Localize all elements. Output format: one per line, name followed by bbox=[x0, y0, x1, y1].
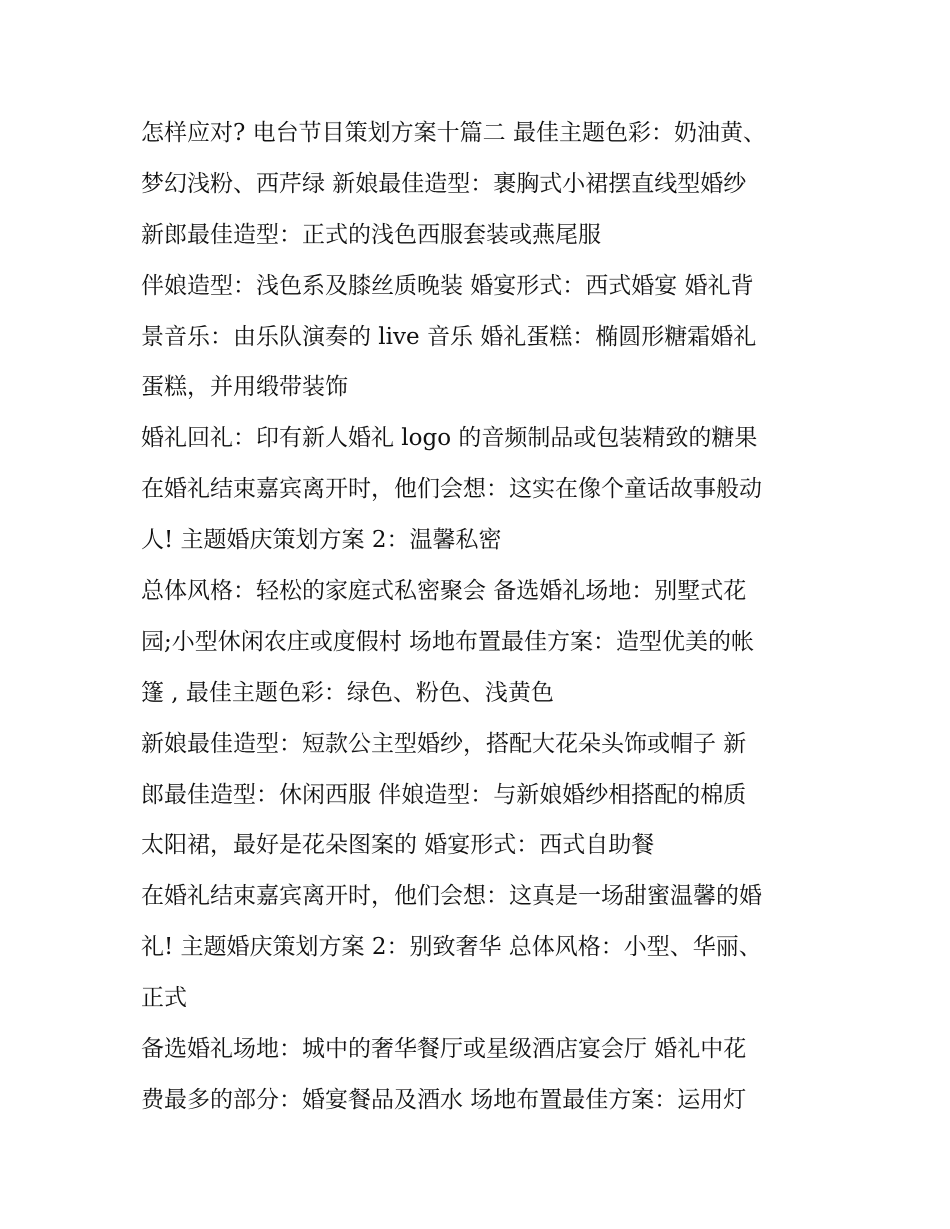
text-line: 园;小型休闲农庄或度假村 场地布置最佳方案：造型优美的帐 bbox=[141, 628, 755, 655]
text-line: 梦幻浅粉、西芹绿 新娘最佳造型：裹胸式小裙摆直线型婚纱 bbox=[141, 170, 747, 197]
text-line: 篷 , 最佳主题色彩：绿色、粉色、浅黄色 bbox=[141, 679, 554, 706]
text-line: 费最多的部分：婚宴餐品及酒水 场地布置最佳方案：运用灯 bbox=[141, 1086, 747, 1113]
text-line: 郎最佳造型：休闲西服 伴娘造型：与新娘婚纱相搭配的棉质 bbox=[141, 781, 747, 808]
text-line: 人! 主题婚庆策划方案 2：温馨私密 bbox=[141, 527, 502, 554]
text-line: 正式 bbox=[141, 985, 187, 1012]
text-line: 备选婚礼场地：城中的奢华餐厅或星级酒店宴会厅 婚礼中花 bbox=[141, 1036, 747, 1063]
text-line: 礼! 主题婚庆策划方案 2：别致奢华 总体风格：小型、华丽、 bbox=[141, 934, 762, 961]
text-line: 在婚礼结束嘉宾离开时，他们会想：这实在像个童话故事般动 bbox=[141, 476, 762, 503]
text-line: 总体风格：轻松的家庭式私密聚会 备选婚礼场地：别墅式花 bbox=[141, 578, 747, 605]
text-line: 新娘最佳造型：短款公主型婚纱，搭配大花朵头饰或帽子 新 bbox=[141, 730, 747, 757]
text-line: 蛋糕，并用缎带装饰 bbox=[141, 374, 348, 401]
text-line: 伴娘造型：浅色系及膝丝质晚装 婚宴形式：西式婚宴 婚礼背 bbox=[141, 272, 754, 299]
text-line: 怎样应对? 电台节目策划方案十篇二 最佳主题色彩：奶油黄、 bbox=[141, 120, 766, 146]
document-body bbox=[141, 108, 841, 1126]
text-line: 婚礼回礼：印有新人婚礼 logo 的音频制品或包装精致的糖果 bbox=[141, 425, 758, 452]
text-line: 太阳裙，最好是花朵图案的 婚宴形式：西式自助餐 bbox=[141, 832, 655, 859]
text-line: 景音乐：由乐队演奏的 live 音乐 婚礼蛋糕：椭圆形糖霜婚礼 bbox=[141, 323, 757, 350]
text-line: 新郎最佳造型：正式的浅色西服套装或燕尾服 bbox=[141, 221, 601, 248]
text-line: 在婚礼结束嘉宾离开时，他们会想：这真是一场甜蜜温馨的婚 bbox=[141, 883, 762, 910]
